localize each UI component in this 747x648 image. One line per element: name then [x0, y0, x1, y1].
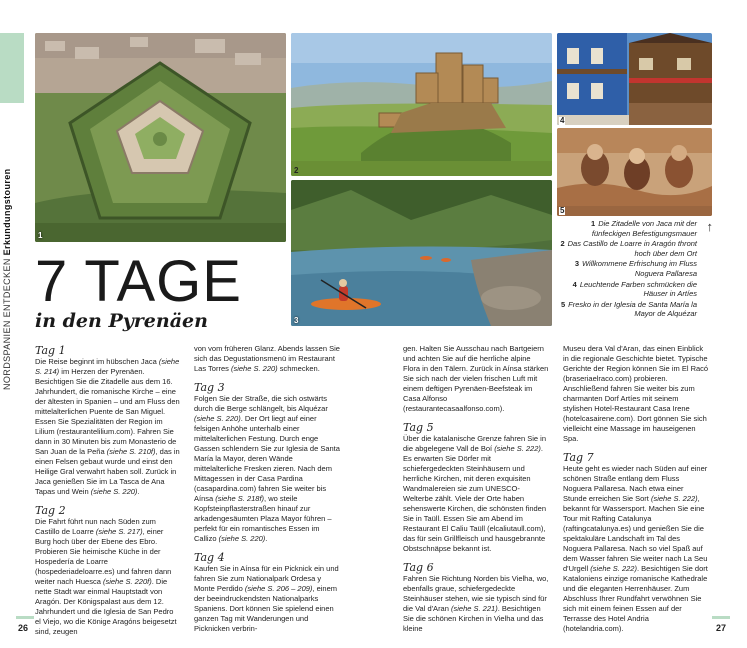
photo-number-3: 3: [294, 316, 299, 325]
day-paragraph: Die Reise beginnt im hübschen Jaca (siehe S. 214) im Herzen der Pyrenäen. Besichtigen Sie die Zitadelle aus dem 16. Jahrhundert, die romanische Kirche – eine der ältesten in Spanien – und am Fluss den mittelalterlichen Puente de San Miguel. Essen Sie Spezialitäten der Region im Lilium (restaurantelilium.com). Fahren Sie dann in 30 Minuten bis zum Monasterio de San Juan de la Peña (siehe S. 210f), das in einen Felsen gebaut wurde und einst den Heilige Gral verwahrt haben soll. Zurück in Jaca genießen Sie im La Tasca de Ana Tapas und Wein (siehe S. 220).: [35, 357, 180, 496]
caption-item: 1 Die Zitadelle von Jaca mit der fünfeckigen Befestigungsmauer: [591, 219, 697, 238]
caption-list: [557, 219, 713, 319]
page-number-right: 27: [716, 623, 727, 633]
page-number-rule-right: [712, 616, 730, 619]
river-kayak-photo: [291, 180, 552, 326]
headline: [35, 249, 242, 332]
citadel-photo: [35, 33, 286, 242]
text-column-2: [194, 344, 340, 634]
day-heading: Tag 1: [35, 344, 66, 357]
day-paragraph: Folgen Sie der Straße, die sich ostwärts durch die Berge schlängelt, bis Alquézar (siehe S. 220). Der Ort liegt auf einer felsigen Anhöhe unterhalb einer mittelalterlichen Festung. Durch enge Gassen schlendern Sie zur Iglesia de Santa María la Mayor, deren Wände mittelalterliche Fresken zieren. Nach dem Mittagessen in der Casa Pardina (casapardina.com) fahren Sie weiter bis Aínsa (siehe S. 218f), wo steile Kopfsteinpflasterstraßen hinauf zur arkadengesäumten Plaza Mayor führen – perfekt für ein romantisches Essen im Callizo (siehe S. 220).: [194, 394, 340, 543]
day-paragraph: Kaufen Sie in Aínsa für ein Picknick ein und fahren Sie zum Nationalpark Ordesa y Monte Perdido (siehe S. 206 – 209), einem der beeindruckendsten Nationalparks Spaniens. Dort können Sie spielend einen ganzen Tag mit Wanderungen und Picknicken verbrin-: [194, 564, 339, 633]
page-title: 7 TAGE: [35, 249, 242, 314]
caption-item: 5 Fresko in der Iglesia de Santa María la Mayor de Alquézar: [561, 299, 697, 319]
day-paragraph: Über die katalanische Grenze fahren Sie in die abgelegene Vall de Boí (siehe S. 222). Es erwarten Sie Dörfer mit schiefergedeckten Steinhäusern und herrliche Kirchen, mit deren exquisiten Wandmalereien sie zum UNESCO-Welterbe zählt. Viele der Orte haben sehenswerte Kirchen, die schönsten finden Sie in Taüll. Essen Sie am Abend im Restaurant El Caliu Taüll (elcaliutaull.com), das für sein Grillfleisch und hausgebrannte Obstschnäpse bekannt ist.: [403, 434, 547, 553]
day-heading: Tag 6: [403, 561, 434, 574]
spine-title: Erkundungstouren: [2, 168, 12, 256]
day-paragraph: Museu dera Val d'Aran, das einen Einblick in die regionale Geschichte bietet. Typische Gerichte der Region können Sie im El Racó (braseriaelraco.com) probieren. Anschließend fahren Sie weiter bis zum charmanten Dorf Artíes mit seinem stylishen Hotel-Restaurant Casa Irene (hotelcasairene.com). Dort gönnen Sie sich vielleicht eine Massage im hauseigenen Spa.: [563, 344, 709, 443]
day-paragraph: Fahren Sie Richtung Norden bis Vielha, wo, ebenfalls graue, schiefergedeckte Steinhäuser stehen, wie sie typisch sind für die Val d'Aran (siehe S. 221). Besichtigen Sie die schönen Kirchen in Vielha und das kleine: [403, 574, 549, 633]
day-paragraph: Heute geht es wieder nach Süden auf einer schönen Straße entlang dem Fluss Noguera Pallaresa. Nach etwa einer Stunde erreichen Sie Sort (siehe S. 222), bekannt für Wassersport. Machen Sie eine Tour mit Rafting Catalunya (raftingcatalunya.es) und genießen Sie die spektakuläre Landschaft im Tal des Noguera Pallaresa. Nach so viel Spaß auf dem Wasser fahren Sie weiter nach La Seu d'Urgell (siehe S. 222). Besichtigen Sie dort Kataloniens einzige romanische Kathedrale und die eleganten Herrenhäuser. Zum Abschluss Ihrer Rundfahrt verwöhnen Sie sich mit einem feinen Essen auf der Terrasse des Hotel Andria (hotelandria.com).: [563, 464, 708, 633]
day-paragraph: Die Fahrt führt nun nach Süden zum Castillo de Loarre (siehe S. 217), einer Burg hoch über der Ebene des Ebro. Probieren Sie heimische Küche in der Hospedería de Loarre (hospederiadeloarre.es) und fahren dann weiter nach Huesca (siehe S. 220f). Die nette Stadt war einmal Hauptstadt von Aragón. Der Königspalast aus dem 12. Jahrhundert und die Iglesia de San Pedro el Viejo, wo die Könige Aragóns beigesetzt sind, zeugen: [35, 517, 177, 636]
photo-number-2: 2: [294, 166, 299, 175]
photo-number-4: 4: [560, 116, 565, 125]
day-heading: Tag 7: [563, 451, 594, 464]
page-number-rule-left: [16, 616, 34, 619]
spine-label: [2, 60, 22, 390]
text-column-1: [35, 344, 181, 637]
spine-section: NORDSPANIEN ENTDECKEN: [2, 258, 12, 390]
caption-item: 2 Das Castillo de Loarre in Aragón thront hoch über dem Ort: [560, 239, 697, 258]
page-number-left: 26: [18, 623, 29, 633]
page-subtitle: in den Pyrenäen: [35, 310, 208, 332]
day-heading: Tag 3: [194, 381, 225, 394]
day-heading: Tag 2: [35, 504, 66, 517]
day-heading: Tag 5: [403, 421, 434, 434]
caption-item: 3 Willkommene Erfrischung im Fluss Noguera Pallaresa: [574, 259, 697, 278]
caption-item: 4 Leuchtende Farben schmücken die Häuser in Artíes: [572, 279, 697, 299]
houses-photo: [557, 33, 712, 125]
text-column-4: [563, 344, 709, 634]
photo-number-1: 1: [38, 231, 43, 240]
day-heading: Tag 4: [194, 551, 225, 564]
photo-number-5: 5: [560, 206, 565, 215]
photo-captions: [557, 219, 713, 331]
day-paragraph: von vom früheren Glanz. Abends lassen Sie sich das Degustationsmenü im Restaurant Las Torres (siehe S. 220) schmecken.: [194, 344, 340, 373]
day-paragraph: gen. Halten Sie Ausschau nach Bartgeiern und achten Sie auf die herrliche alpine Flora in den Tälern. Zurück in Aínsa stärken Sie sich nach der vielen frischen Luft mit einem deftigen Pyrenäen-Beefsteak im Casa Alfonso (restaurantecasaalfonso.com).: [403, 344, 549, 413]
castle-photo: [291, 33, 552, 176]
spine: [0, 0, 24, 648]
fresco-photo: [557, 128, 712, 216]
up-arrow-icon: ↑: [706, 219, 713, 234]
text-column-3: [403, 344, 549, 634]
